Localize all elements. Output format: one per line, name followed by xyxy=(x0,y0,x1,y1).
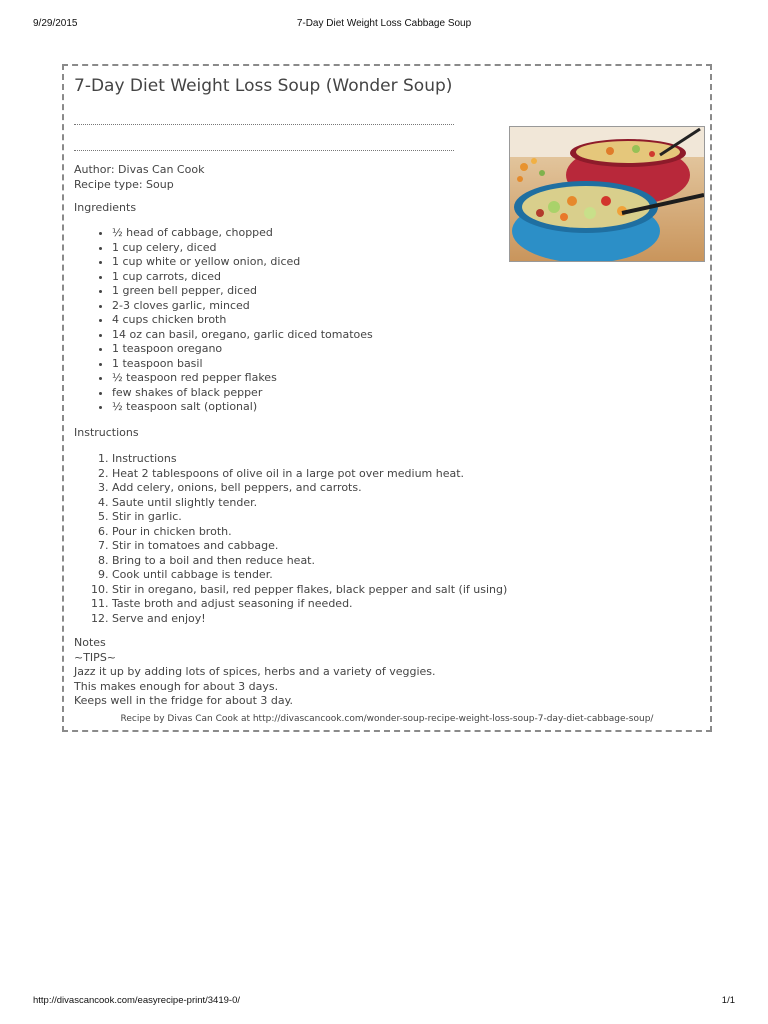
ingredient-item: • 1 teaspoon basil xyxy=(112,357,373,372)
recipe-meta xyxy=(74,162,204,192)
ingredient-item: • 1 green bell pepper, diced xyxy=(112,284,373,299)
instruction-step: 5. Stir in garlic. xyxy=(112,510,507,525)
print-title: 7-Day Diet Weight Loss Cabbage Soup xyxy=(296,18,472,29)
instruction-step: 1. Instructions xyxy=(112,452,507,467)
print-url: http://divascancook.com/easyrecipe-print/3419-0/ xyxy=(33,995,240,1006)
instruction-step: 12. Serve and enjoy! xyxy=(112,612,507,627)
instruction-step: 2. Heat 2 tablespoons of olive oil in a large pot over medium heat. xyxy=(112,467,507,482)
ingredient-item: • 1 cup white or yellow onion, diced xyxy=(112,255,373,270)
ingredient-item: • few shakes of black pepper xyxy=(112,386,373,401)
notes-heading: Notes xyxy=(74,636,106,649)
recipe-author: Author: Divas Can Cook xyxy=(74,163,205,176)
recipe-notes xyxy=(74,636,436,709)
instruction-step: 10. Stir in oregano, basil, red pepper flakes, black pepper and salt (if using) xyxy=(112,583,507,598)
notes-line: Jazz it up by adding lots of spices, herbs and a variety of veggies. xyxy=(74,665,436,678)
recipe-source: Recipe by Divas Can Cook at http://divascancook.com/wonder-soup-recipe-weight-loss-soup-7-day-diet-cabbage-soup/ xyxy=(120,714,654,724)
ingredient-item: • 1 cup celery, diced xyxy=(112,241,373,256)
notes-line: ~TIPS~ xyxy=(74,650,117,664)
instruction-step: 6. Pour in chicken broth. xyxy=(112,525,507,540)
ingredient-item: • ½ head of cabbage, chopped xyxy=(112,226,373,241)
ingredient-item: • 1 teaspoon oregano xyxy=(112,342,373,357)
ingredient-item: • 2-3 cloves garlic, minced xyxy=(112,299,373,314)
instruction-step: 7. Stir in tomatoes and cabbage. xyxy=(112,539,507,554)
notes-line: Keeps well in the fridge for about 3 day. xyxy=(74,694,294,707)
ingredients-list xyxy=(74,226,373,415)
dotted-divider xyxy=(74,124,454,125)
instruction-step: 3. Add celery, onions, bell peppers, and carrots. xyxy=(112,481,507,496)
recipe-title: 7-Day Diet Weight Loss Soup (Wonder Soup) xyxy=(74,76,453,96)
ingredients-heading: Ingredients xyxy=(74,201,137,214)
notes-line: This makes enough for about 3 days. xyxy=(74,679,279,693)
recipe-card xyxy=(62,64,712,732)
print-date: 9/29/2015 xyxy=(33,18,78,29)
instructions-list xyxy=(74,452,507,626)
ingredient-item: • 14 oz can basil, oregano, garlic diced tomatoes xyxy=(112,328,373,343)
soup-photo xyxy=(509,126,705,262)
ingredient-item: • 1 cup carrots, diced xyxy=(112,270,373,285)
instruction-step: 8. Bring to a boil and then reduce heat. xyxy=(112,554,507,569)
ingredient-item: • ½ teaspoon salt (optional) xyxy=(112,400,373,415)
instruction-step: 4. Saute until slightly tender. xyxy=(112,496,507,511)
print-header xyxy=(33,18,735,32)
soup-bowls-image xyxy=(510,127,704,261)
page-number: 1/1 xyxy=(721,995,735,1006)
recipe-type: Recipe type: Soup xyxy=(74,178,174,191)
instruction-step: 9. Cook until cabbage is tender. xyxy=(112,568,507,583)
ingredient-item: • ½ teaspoon red pepper flakes xyxy=(112,371,373,386)
dotted-divider xyxy=(74,150,454,151)
instruction-step: 11. Taste broth and adjust seasoning if needed. xyxy=(112,597,507,612)
ingredient-item: • 4 cups chicken broth xyxy=(112,313,373,328)
instructions-heading: Instructions xyxy=(74,426,139,439)
